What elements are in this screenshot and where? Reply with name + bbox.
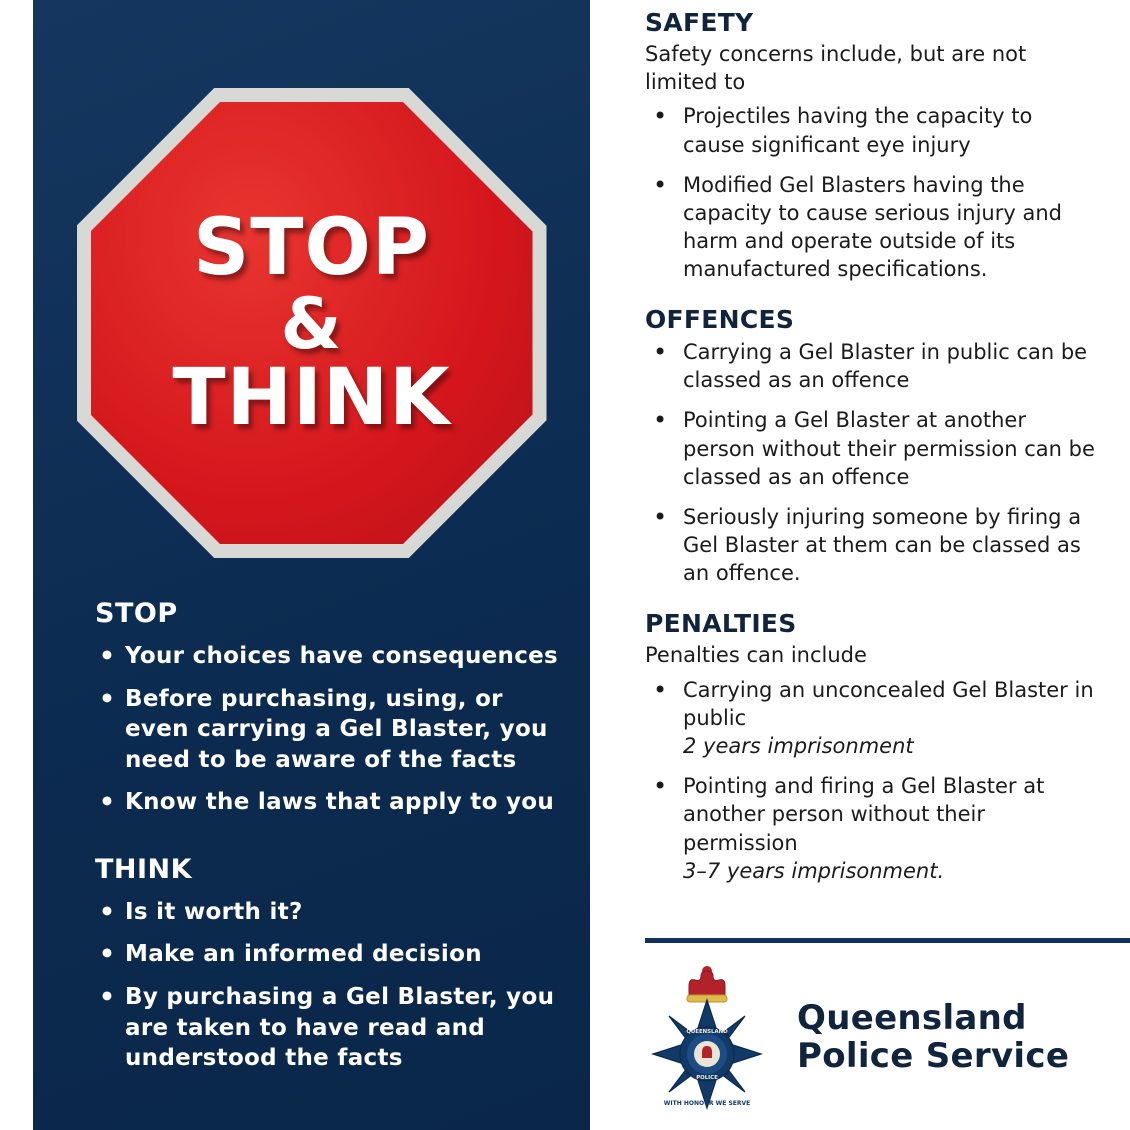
penalty-text: Carrying an unconcealed Gel Blaster in public (683, 677, 1094, 731)
badge-top-text: QUEENSLAND (686, 1029, 728, 1035)
stop-section-heading: STOP (95, 598, 178, 629)
stop-sign-text (77, 88, 547, 558)
organisation-name (797, 999, 1069, 1075)
penalties-list (645, 676, 1100, 885)
stop-sign-line-3: THINK (172, 353, 451, 444)
list-item: • By purchasing a Gel Blaster, you are taken to have read and understood the facts (95, 982, 564, 1074)
stop-sign-line-1: STOP (193, 202, 430, 293)
list-item: • Projectiles having the capacity to cause significant eye injury (645, 102, 1100, 158)
list-item (645, 772, 1100, 885)
penalty-term: 2 years imprisonment (683, 734, 914, 759)
think-bullet-list (95, 897, 564, 1074)
right-content-panel (590, 0, 1130, 1130)
list-item: • Know the laws that apply to you (95, 787, 564, 818)
left-navy-panel (33, 0, 590, 1130)
list-item: • Seriously injuring someone by firing a Gel Blaster at them can be classed as an offence. (645, 503, 1100, 587)
list-item: • Your choices have consequences (95, 641, 564, 672)
offences-list (645, 338, 1100, 587)
list-item: • Carrying a Gel Blaster in public can be classed as an offence (645, 338, 1100, 394)
footer-divider (645, 938, 1130, 943)
stop-bullet-list (95, 641, 564, 818)
stop-sign-graphic (77, 88, 547, 558)
list-item: • Pointing a Gel Blaster at another person without their permission can be classed as an offence (645, 406, 1100, 490)
badge-mid-text: POLICE (696, 1075, 718, 1081)
safety-list (645, 102, 1100, 283)
list-item (645, 676, 1100, 760)
offences-heading: OFFENCES (645, 305, 795, 335)
safety-heading: SAFETY (645, 8, 754, 37)
stop-sign-line-2: & (280, 282, 343, 365)
list-item: • Modified Gel Blasters having the capacity to cause serious injury and harm and operate outside of its manufactured specifications. (645, 171, 1100, 284)
penalties-heading: PENALTIES (645, 609, 797, 639)
penalty-text: Pointing and firing a Gel Blaster at another person without their permission (683, 774, 1045, 855)
think-section-heading: THINK (95, 853, 193, 885)
org-line-1: Queensland (797, 997, 1027, 1038)
list-item: • Make an informed decision (95, 939, 564, 970)
org-line-2: Police Service (797, 1036, 1070, 1076)
safety-intro: Safety concerns include, but are not limited to (645, 42, 1027, 94)
left-content (33, 558, 590, 1074)
badge-motto-text: WITH HONOUR WE SERVE (663, 1100, 751, 1107)
footer-branding (645, 962, 1069, 1112)
list-item: • Is it worth it? (95, 897, 564, 928)
qps-crest-badge-icon (645, 962, 769, 1112)
penalty-term: 3–7 years imprisonment. (683, 858, 945, 883)
list-item: • Before purchasing, using, or even carrying a Gel Blaster, you need to be aware of the facts (95, 684, 564, 776)
penalties-intro: Penalties can include (645, 643, 867, 668)
